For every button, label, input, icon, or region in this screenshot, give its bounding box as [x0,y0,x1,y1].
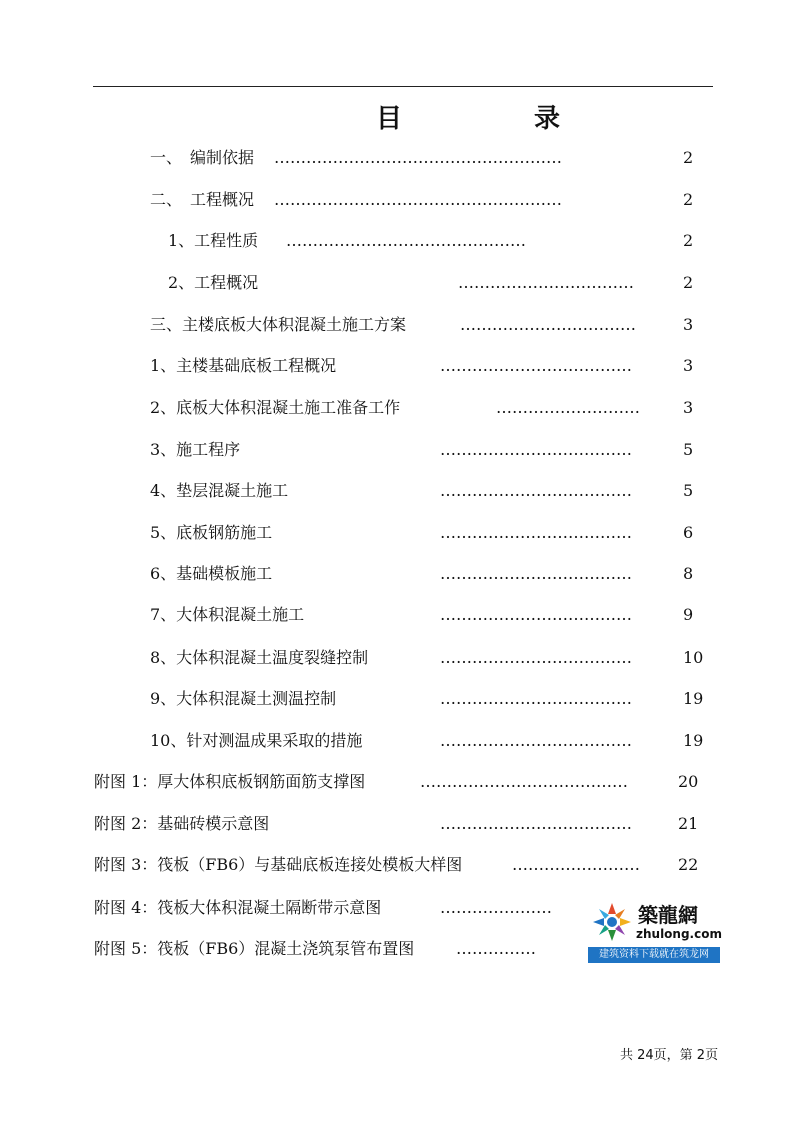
toc-entry-label: 7、大体积混凝土施工 [150,605,305,624]
toc-entry-label: 附图 2：基础砖模示意图 [94,814,270,833]
toc-entry-page: 5 [683,481,694,500]
toc-entry[interactable] [150,605,694,625]
toc-entry-label: 附图 4：筏板大体积混凝土隔断带示意图 [94,898,382,917]
toc-entry-dots: ……………………………… [440,689,632,708]
toc-entry-page: 2 [683,148,694,167]
toc-entry[interactable] [150,564,694,584]
toc-entry-dots: ……………………………… [440,564,632,583]
toc-entry-dots: ……………………………… [440,440,632,459]
toc-entry-page: 8 [683,564,694,583]
logo-site: zhulong.com [636,927,722,941]
toc-entry-dots: ……………………………… [440,648,632,667]
toc-entry-dots: ………………………………… [420,772,628,791]
toc-entry-dots: ……………………………… [440,481,632,500]
toc-entry-dots: …………… [456,939,536,958]
toc-entry-page: 2 [683,231,694,250]
toc-entry[interactable] [94,772,699,792]
toc-entry-dots: ……………………………… [440,605,632,624]
toc-entry-label: 2、工程概况 [168,273,259,292]
toc-entry-dots: …………………… [512,855,640,874]
toc-entry-dots: ……………………………… [440,814,632,833]
toc-entry-dots: ……………………… [496,398,640,417]
toc-entry-page: 6 [683,523,694,542]
toc-entry-page: 10 [683,648,704,667]
toc-entry-page: 5 [683,440,694,459]
toc-entry[interactable] [150,148,694,168]
logo-top [588,897,720,947]
toc-entry-label: 1、工程性质 [168,231,259,250]
toc-entry-dots: ……………………………………………… [274,190,562,209]
logo-slogan: 建筑资料下载就在筑龙网 [588,947,720,963]
toc-entry[interactable] [150,689,704,709]
toc-entry[interactable] [94,814,699,834]
toc-entry[interactable] [94,898,552,918]
toc-entry-dots: …………………………… [458,273,634,292]
toc-entry-page: 9 [683,605,694,624]
snowflake-logo-icon [590,900,634,944]
toc-entry-label: 一、 编制依据 [150,148,255,167]
page-footer: 共 24页，第 2页 [620,1048,719,1063]
toc-entry-label: 9、大体积混凝土测温控制 [150,689,337,708]
toc-entry-page: 3 [683,356,694,375]
toc-entry-page: 22 [678,855,699,874]
toc-entry-dots: ……………………………………………… [274,148,562,167]
toc-entry[interactable] [150,190,694,210]
toc-entry-page: 2 [683,273,694,292]
toc-entry[interactable] [150,523,694,543]
toc-entry-page: 19 [683,689,704,708]
toc-entry-label: 三、主楼底板大体积混凝土施工方案 [150,315,407,334]
toc-entry-label: 3、施工程序 [150,440,241,459]
page-title-char-1: 目 [376,104,403,134]
toc-entry-label: 附图 1：厚大体积底板钢筋面筋支撑图 [94,772,366,791]
toc-entry-label: 10、针对测温成果采取的措施 [150,731,363,750]
toc-entry-label: 8、大体积混凝土温度裂缝控制 [150,648,369,667]
toc-entry[interactable] [150,398,694,418]
toc-entry[interactable] [94,855,699,875]
toc-entry-page: 2 [683,190,694,209]
toc-entry-page: 21 [678,814,699,833]
toc-entry-page: 19 [683,731,704,750]
toc-entry[interactable] [150,440,694,460]
toc-entry-label: 附图 3：筏板（FB6）与基础底板连接处模板大样图 [94,855,463,874]
toc-entry[interactable] [168,231,694,251]
toc-entry-label: 2、底板大体积混凝土施工准备工作 [150,398,401,417]
toc-entry-page: 20 [678,772,699,791]
toc-entry[interactable] [168,273,694,293]
toc-entry-dots: ……………………………… [440,731,632,750]
toc-entry-dots: ……………………………… [440,523,632,542]
toc-entry-dots: ………………… [440,898,552,917]
toc-entry-label: 5、底板钢筋施工 [150,523,273,542]
toc-entry-label: 4、垫层混凝土施工 [150,481,289,500]
toc-entry-dots: ……………………………… [440,356,632,375]
toc-entry-page: 3 [683,315,694,334]
toc-entry-label: 二、 工程概况 [150,190,255,209]
toc-entry[interactable] [94,939,536,959]
page-title-char-2: 录 [534,104,561,134]
toc-entry-dots: ……………………………………… [286,231,526,250]
logo-brand: 築龍網 [638,903,698,927]
toc-entry-dots: …………………………… [460,315,636,334]
toc-entry[interactable] [150,648,704,668]
toc-entry[interactable] [150,356,694,376]
toc-entry-label: 附图 5：筏板（FB6）混凝土浇筑泵管布置图 [94,939,415,958]
toc-entry[interactable] [150,315,694,335]
header-rule [93,86,713,87]
toc-entry-page: 3 [683,398,694,417]
zhulong-logo[interactable] [588,897,720,965]
toc-entry[interactable] [150,481,694,501]
toc-entry-label: 6、基础模板施工 [150,564,273,583]
toc-entry-label: 1、主楼基础底板工程概况 [150,356,337,375]
toc-entry[interactable] [150,731,704,751]
